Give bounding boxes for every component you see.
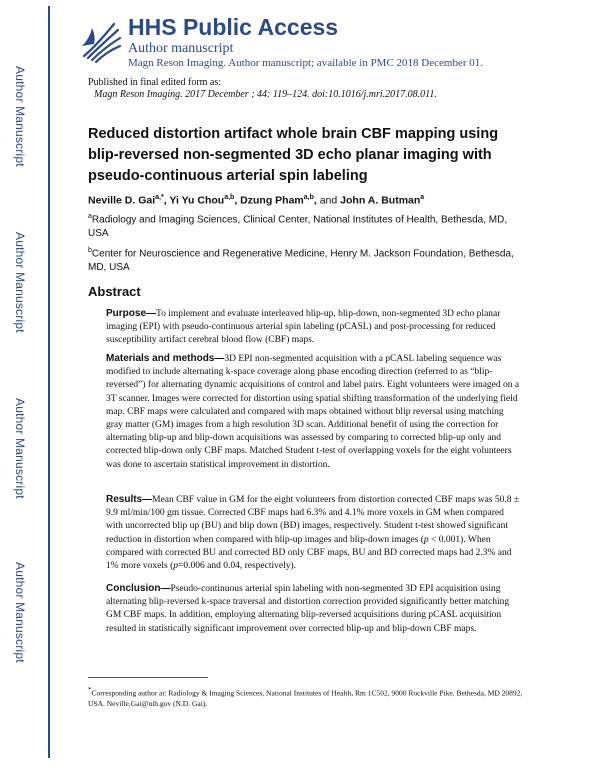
methods-text: 3D EPI non-segmented acquisition with a pCASL labeling sequence was modified to include alternating k-space coverage along phase encoding direction (referred to as “blip-reversed”) for alternating dynamic acquisitions of control and label pairs. Eight volunteers were imaged on a 3T scanner. Images were corrected for distortion using spatial shifting transformation of the underlying field map. CBF maps were calculated and compared with maps obtained without blip reversal using matching gray matter (GM) images from a high resolution 3D scan. Additional benefit of using the correction for alternating blip-up and blip-down acquisitions was assessed by comparing to corrected blip-up only and corrected blip-down only CBF maps. Matched Student t-test of overlapping voxels for the eight volunteers was done to ascertain statistical improvement in distortion.	[106, 354, 520, 470]
author-sup: a,b	[303, 194, 314, 201]
results-text: < 0.001). When compared with corrected BU and corrected BD only CBF maps, BU and BD corrected maps had 2.3% and 1% more voxels (	[106, 534, 512, 572]
abstract-heading: Abstract	[88, 284, 141, 299]
author-name: John A. Butman	[340, 194, 421, 207]
author-manuscript-label: Author Manuscript	[13, 562, 27, 663]
purpose-heading: Purpose—	[106, 308, 157, 319]
author-manuscript-label: Author Manuscript	[13, 232, 27, 333]
abstract-results	[106, 493, 521, 573]
author-manuscript-label: Author Manuscript	[13, 398, 27, 499]
author-name: Yi Yu Chou	[169, 194, 225, 207]
published-in-label: Published in final edited form as:	[88, 77, 222, 88]
affiliation-a	[88, 210, 528, 241]
results-text: =0.006 and 0.04, respectively).	[178, 561, 297, 572]
results-text: Mean CBF value in GM for the eight volunteers from distortion corrected CBF maps was 50.8 ± 9.9 ml/min/100 gm tissue. Corrected CBF maps had 6.3% and 4.1% more voxels in GM when compared with uncorrected blip up (BU) and blip down (BD) images, respectively. Student t-test showed significant reduction in distortion when compared with blip-up images and blip-down images (	[106, 495, 520, 545]
affiliation-text: Center for Neuroscience and Regenerative Medicine, Henry M. Jackson Foundation, Bethesda, MD, USA	[88, 248, 514, 274]
author-sup: a,b	[224, 194, 235, 201]
purpose-text: To implement and evaluate interleaved blip-up, blip-down, non-segmented 3D echo planar imaging (EPI) with pseudo-continuous arterial spin labeling (pCASL) and post-processing for reduced susceptibility artifact cerebral blood flow (CBF) maps.	[106, 309, 501, 346]
footnote-text: Corresponding author at: Radiology & Imaging Sciences, National Institutes of Health, Rm 1C502, 9000 Rockville Pike, Bethesda, MD 20892, USA. Neville.Gai@nih.gov (N.D. Gai).	[88, 688, 523, 708]
abstract-conclusion	[106, 582, 521, 636]
conclusion-text: Pseudo-continuous arterial spin labeling with non-segmented 3D EPI acquisition using alternating blip-reversed k-space traversal and distortion correction provided significantly better matching GM CBF maps. In addition, employing alternating blip-reversed acquisitions during pCASL acquisition resulted in statistically significant improvement over corrected blip-up and blip-down CBF maps.	[106, 584, 510, 634]
author-manuscript-subtitle: Author manuscript	[128, 41, 234, 56]
author-and: and	[319, 194, 338, 207]
journal-availability-line: Magn Reson Imaging. Author manuscript; available in PMC 2018 December 01.	[128, 57, 483, 69]
footnote-divider	[88, 677, 208, 678]
sidebar-divider	[48, 6, 50, 758]
hhs-public-access-title: HHS Public Access	[128, 14, 339, 40]
methods-heading: Materials and methods—	[106, 353, 225, 364]
abstract-purpose	[106, 307, 521, 348]
article-title: Reduced distortion artifact whole brain CBF mapping using blip-reversed non-segmented 3D echo planar imaging with pseudo-continuous arterial spin labeling	[88, 126, 499, 184]
footnote-mark: *	[88, 686, 92, 694]
affiliation-text: Radiology and Imaging Sciences, Clinical Center, National Institutes of Health, Bethesda, MD, USA	[88, 214, 508, 240]
conclusion-heading: Conclusion—	[106, 583, 171, 594]
author-manuscript-label: Author Manuscript	[13, 66, 27, 167]
p-symbol: p	[423, 534, 429, 545]
citation-line: Magn Reson Imaging. 2017 December ; 44: 119–124. doi:10.1016/j.mri.2017.08.011.	[94, 89, 437, 100]
hhs-eagle-logo-icon	[78, 16, 124, 66]
results-heading: Results—	[106, 494, 153, 505]
author-sup: a	[420, 194, 425, 201]
affiliation-sup: a	[88, 213, 92, 220]
author-name: Neville D. Gai	[88, 194, 156, 207]
affiliation-sup: b	[88, 247, 92, 254]
p-symbol: p	[173, 561, 179, 572]
footnote	[88, 685, 528, 709]
author-list: Neville D. Gai$^{a,*}$, Yi Yu Chou$^{a,b}$, Dzung Pham$^{a,b}$, and John A. Butman$^a$	[88, 194, 425, 207]
author-sup: a,*	[155, 194, 164, 201]
sidebar	[0, 0, 48, 776]
abstract-methods	[106, 352, 521, 472]
author-name: Dzung Pham	[240, 194, 304, 207]
affiliation-b	[88, 244, 528, 275]
